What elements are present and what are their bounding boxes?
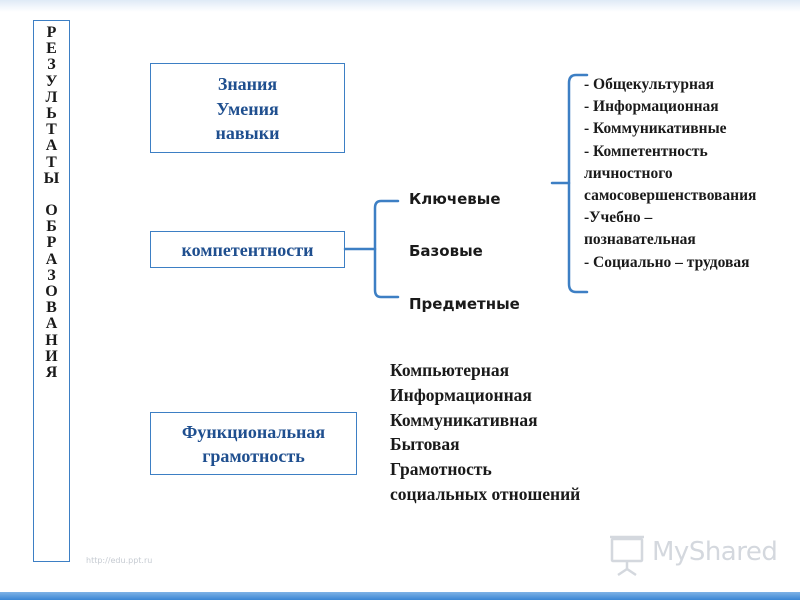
watermark-brand: MyShared [652,537,778,567]
list-item: - Информационная [584,98,719,116]
vertical-letter: А [45,250,58,268]
list-item: личностного [584,164,673,182]
bottom-decorative-band [0,592,800,600]
competence-type-subject: Предметные [409,295,520,313]
competence-type-key: Ключевые [409,190,501,208]
vertical-letter: Л [45,88,58,106]
list-item: -Учебно – [584,209,653,227]
list-item: Компьютерная [390,360,510,380]
vertical-letter: И [45,347,58,365]
vertical-letter: Е [46,40,57,58]
abilities-line: навыки [215,123,280,143]
competence-types-bracket [375,201,398,297]
vertical-letter: Т [46,153,57,171]
skills-line: Умения [216,98,279,119]
watermark-logo [608,533,788,577]
vertical-letter: Р [46,24,57,41]
list-item: Коммуникативная [390,409,538,430]
list-item: - Социально – трудовая [584,253,750,271]
vertical-letter: З [47,266,56,284]
list-item: социальных отношений [390,483,581,504]
vertical-letter: А [45,137,58,155]
vertical-letter: Ы [43,169,60,187]
vertical-letter: Р [46,234,57,252]
vertical-letter: О [45,283,58,301]
list-item: Бытовая [390,434,460,455]
list-item: познавательная [584,231,696,249]
vertical-letter: У [45,72,58,90]
watermark-url: http://edu.ppt.ru [86,556,153,565]
list-item: - Общекультурная [584,76,715,93]
vertical-letter: В [46,299,57,317]
vertical-letter: Я [45,364,58,382]
vertical-letter: Т [46,121,57,139]
vertical-letter: Н [45,331,58,349]
vertical-letter: Ь [46,105,57,123]
vertical-letter: О [45,202,58,220]
vertical-letter: А [45,315,58,333]
key-competences-list [584,74,756,274]
knowledge-line: Знания [217,74,278,94]
list-item: - Компетентность [584,142,708,160]
list-item: Информационная [390,384,532,405]
presentation-board-icon [608,533,648,577]
vertical-letter: З [47,56,56,74]
competence-type-basic: Базовые [409,242,483,260]
list-item: - Коммуникативные [584,120,727,138]
competence-label: компетентности [181,240,314,260]
functional-literacy-line: грамотность [202,445,305,466]
literacy-types-list [390,358,580,507]
list-item: Грамотность [390,459,492,480]
vertical-letter: Б [46,218,57,236]
functional-literacy-line: Функциональная [181,422,326,442]
list-item: самосовершенствования [584,187,757,205]
